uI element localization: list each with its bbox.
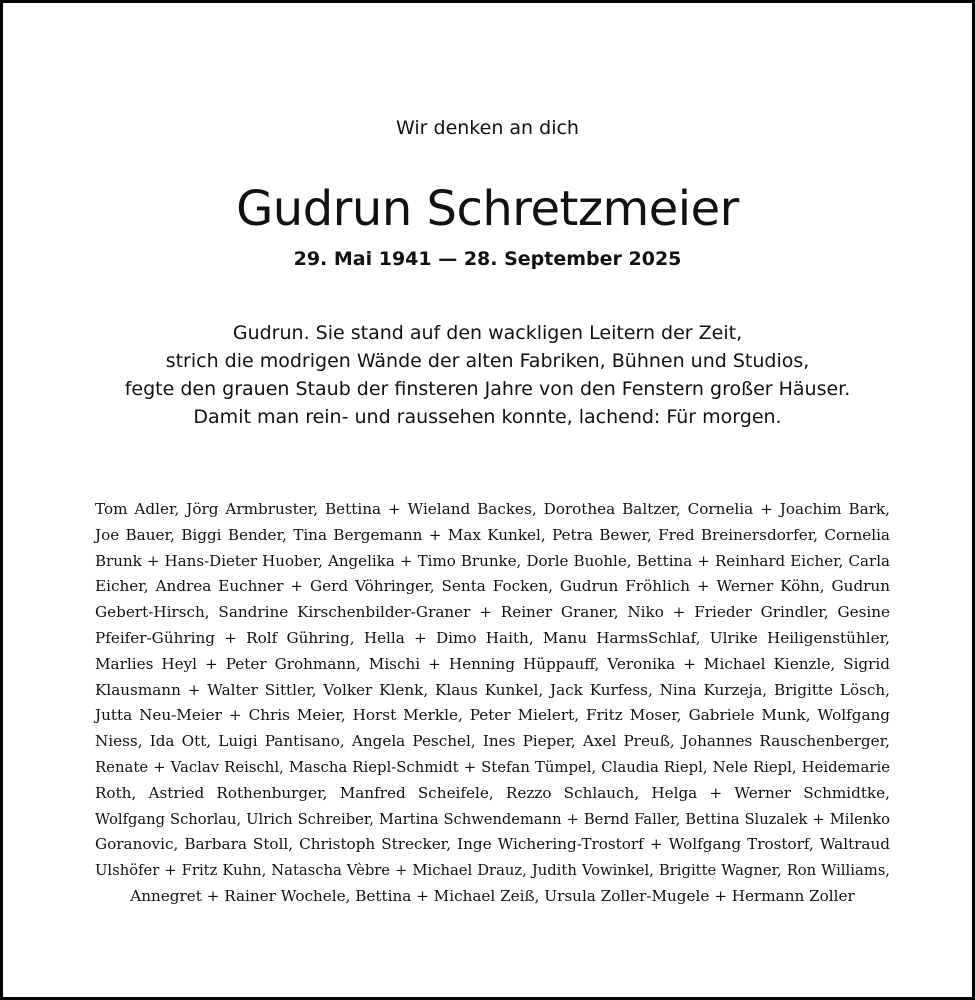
mourner-line: Niess, Ida Ott, Luigi Pantisano, Angela Peschel, Ines Pieper, Axel Preuß, Johannes Rauschenberger, bbox=[95, 732, 890, 751]
poem-line: Gudrun. Sie stand auf den wackligen Leitern der Zeit, bbox=[232, 322, 743, 344]
mourner-line: Wolfgang Schorlau, Ulrich Schreiber, Martina Schwendemann + Bernd Faller, Bettina Sluzalek + Milenko bbox=[95, 810, 890, 828]
mourner-line: Roth, Astried Rothenburger, Manfred Scheifele, Rezzo Schlauch, Helga + Werner Schmidtke, bbox=[95, 783, 890, 802]
mourner-list bbox=[95, 497, 890, 910]
intro-line: Wir denken an dich bbox=[396, 117, 579, 139]
mourner-line: Eicher, Andrea Euchner + Gerd Vöhringer, Senta Focken, Gudrun Fröhlich + Werner Köhn, Gudrun bbox=[95, 577, 890, 596]
mourner-line: Renate + Vaclav Reischl, Mascha Riepl-Schmidt + Stefan Tümpel, Claudia Riepl, Nele Riepl, Heidemarie bbox=[95, 757, 890, 776]
mourner-line: Goranovic, Barbara Stoll, Christoph Strecker, Inge Wichering-Trostorf + Wolfgang Trostorf, Waltraud bbox=[95, 835, 890, 854]
poem-line: Damit man rein- und raussehen konnte, lachend: Für morgen. bbox=[193, 406, 782, 428]
poem-line: strich die modrigen Wände der alten Fabriken, Bühnen und Studios, bbox=[165, 350, 810, 372]
mourner-line: Ulshöfer + Fritz Kuhn, Natascha Vèbre + Michael Drauz, Judith Vowinkel, Brigitte Wagner, Ron Williams, bbox=[95, 862, 890, 880]
mourner-line: Brunk + Hans-Dieter Huober, Angelika + Timo Brunke, Dorle Buohle, Bettina + Reinhard Eicher, Carla bbox=[95, 551, 890, 570]
deceased-name: Gudrun Schretzmeier bbox=[236, 181, 739, 237]
mourner-line: Gebert-Hirsch, Sandrine Kirschenbilder-Graner + Reiner Graner, Niko + Frieder Grindler, Gesine bbox=[95, 603, 890, 622]
mourner-line: Marlies Heyl + Peter Grohmann, Mischi + Henning Hüppauff, Veronika + Michael Kienzle, Sigrid bbox=[95, 654, 890, 673]
mourner-line: Joe Bauer, Biggi Bender, Tina Bergemann + Max Kunkel, Petra Bewer, Fred Breinersdorfer, Cornelia bbox=[95, 525, 890, 544]
mourner-line: Annegret + Rainer Wochele, Bettina + Michael Zeiß, Ursula Zoller-Mugele + Hermann Zoller bbox=[130, 886, 855, 905]
mourner-line: Pfeifer-Gühring + Rolf Gühring, Hella + Dimo Haith, Manu HarmsSchlaf, Ulrike Heiligenstühler, bbox=[95, 628, 890, 647]
mourner-line: Jutta Neu-Meier + Chris Meier, Horst Merkle, Peter Mielert, Fritz Moser, Gabriele Munk, Wolfgang bbox=[95, 706, 890, 725]
life-dates: 29. Mai 1941 — 28. September 2025 bbox=[293, 248, 682, 270]
mourner-line: Klausmann + Walter Sittler, Volker Klenk, Klaus Kunkel, Jack Kurfess, Nina Kurzeja, Brigitte Lösch, bbox=[95, 680, 890, 699]
poem-line: fegte den grauen Staub der finsteren Jahre von den Fenstern großer Häuser. bbox=[124, 378, 851, 400]
mourner-line: Tom Adler, Jörg Armbruster, Bettina + Wieland Backes, Dorothea Baltzer, Cornelia + Joachim Bark, bbox=[95, 500, 890, 518]
memorial-poem bbox=[3, 319, 972, 431]
